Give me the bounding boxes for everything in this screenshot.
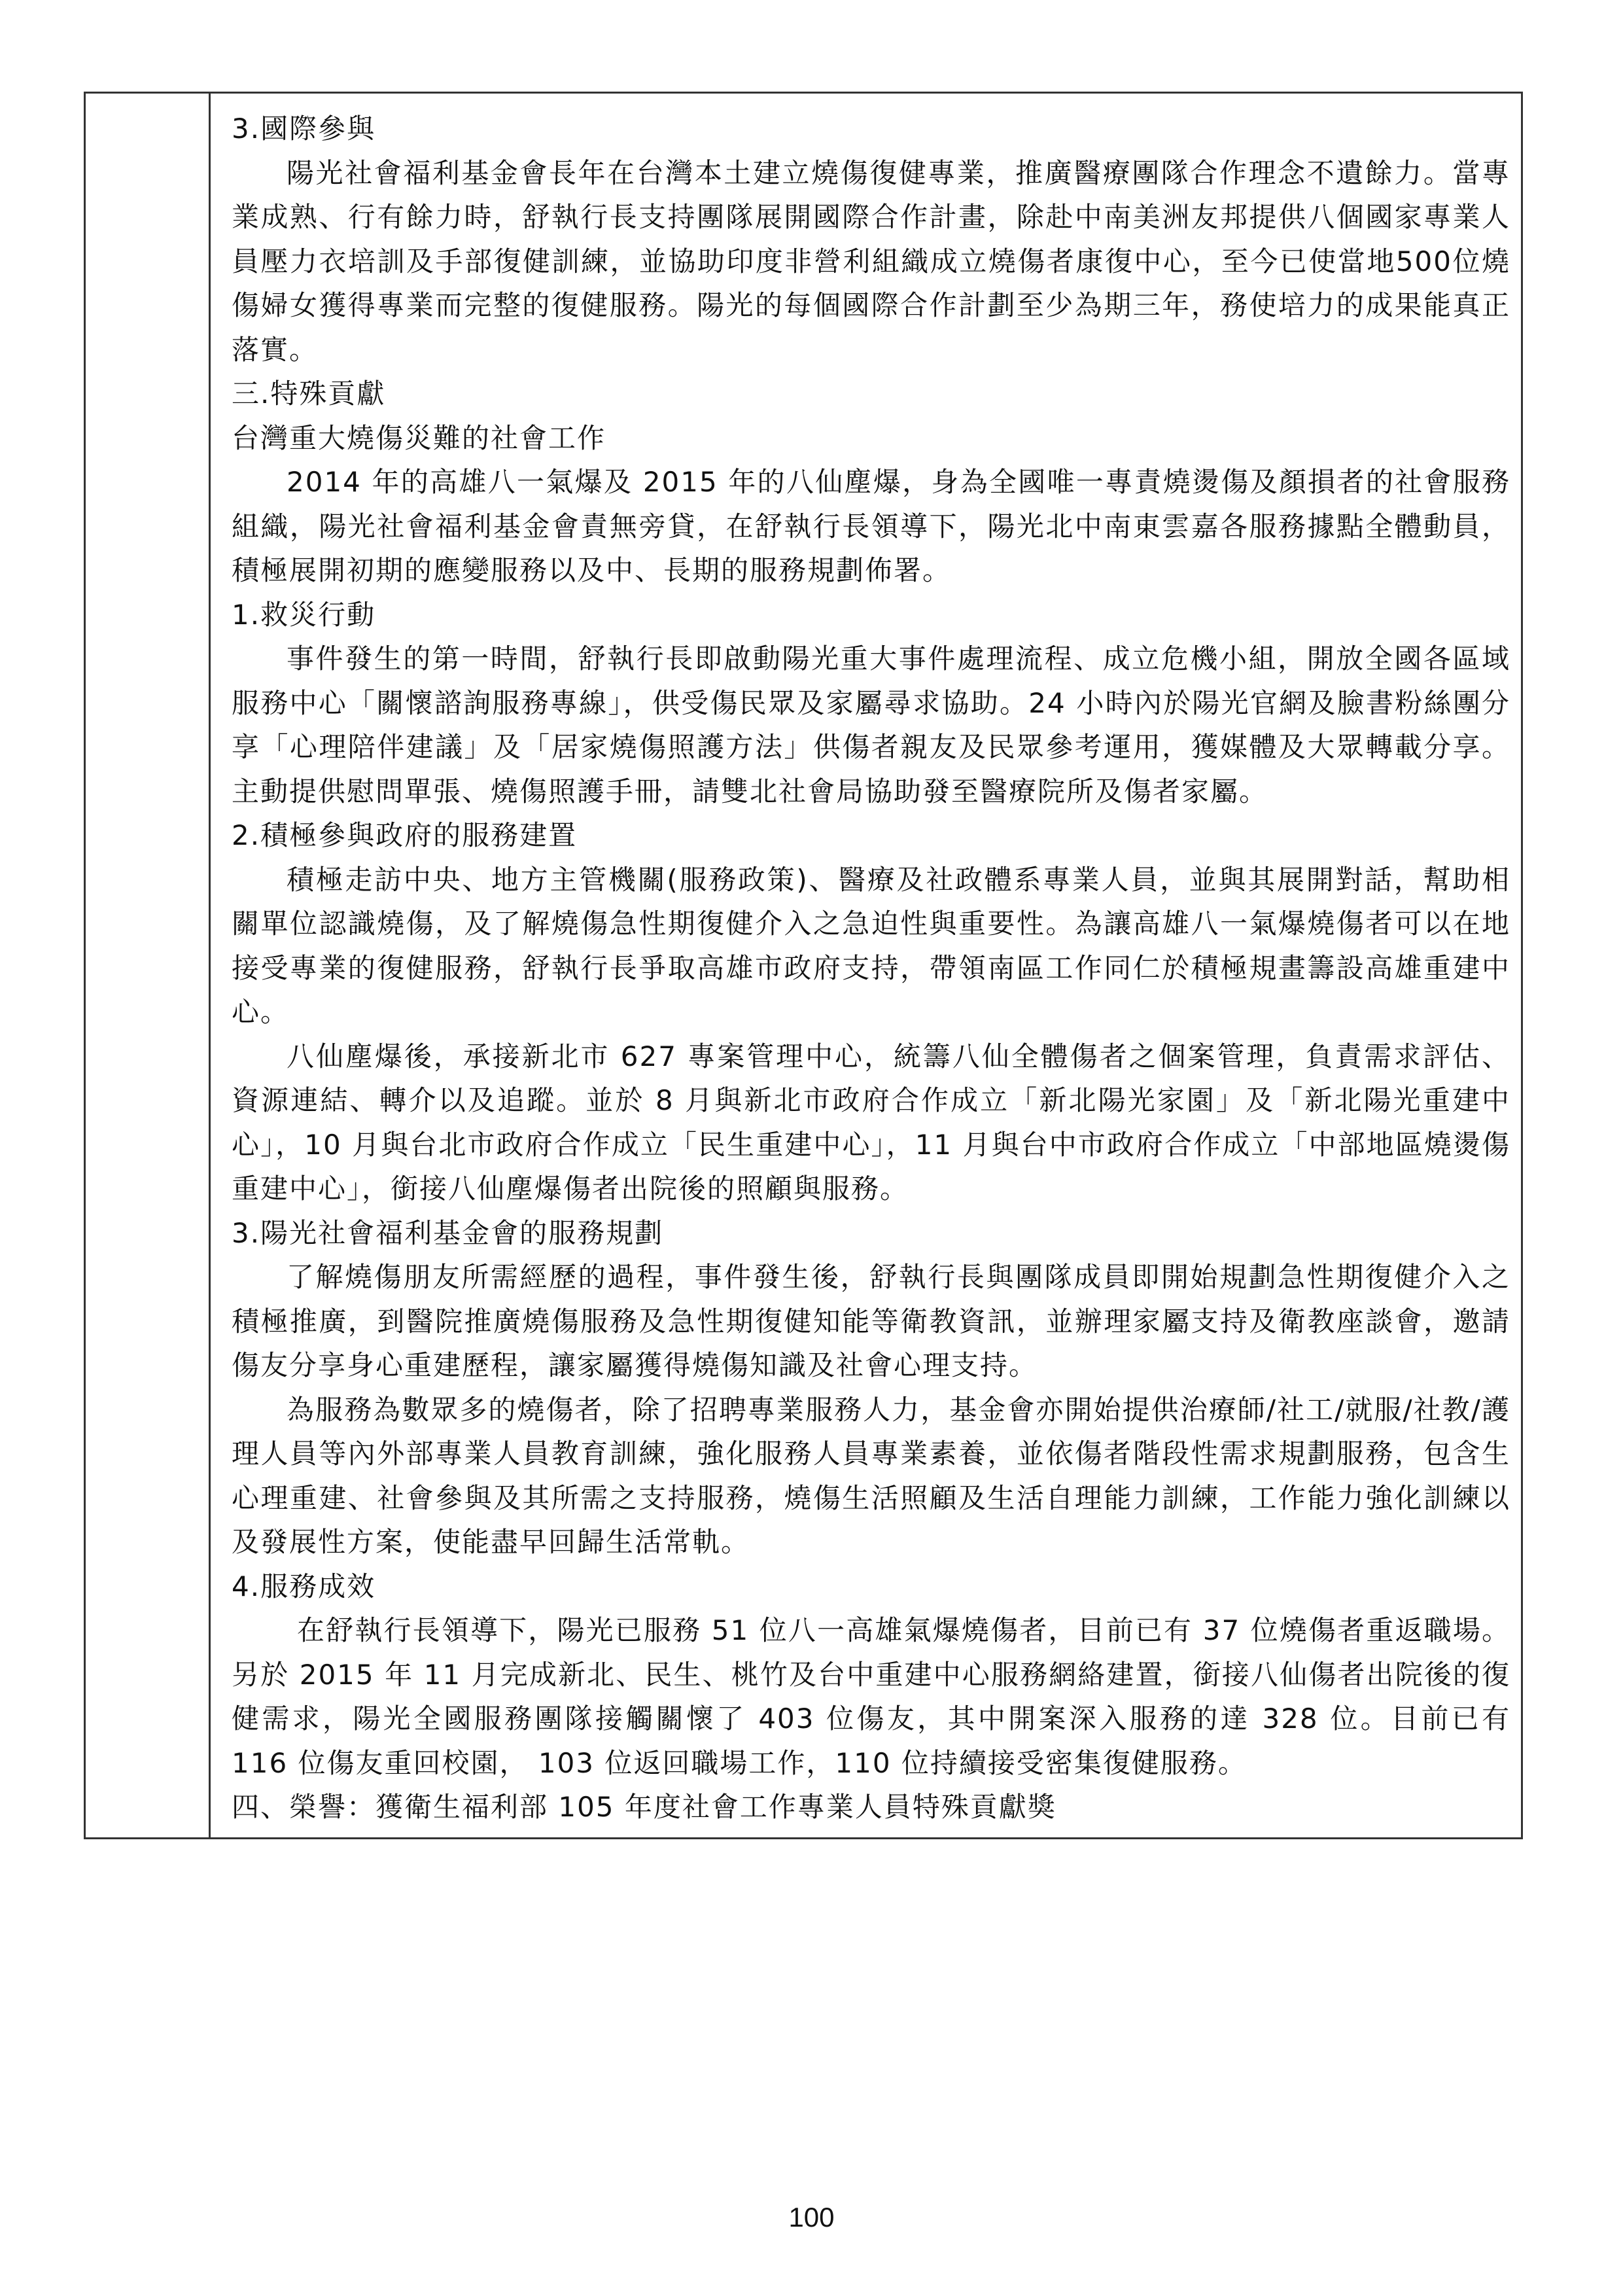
heading-international: 3.國際參與 [232, 113, 376, 145]
paragraph-international: 陽光社會福利基金會長年在台灣本土建立燒傷復健專業，推廣醫療團隊合作理念不遺餘力。當專業成熟、行有餘力時，舒執行長支持團隊展開國際合作計畫，除赴中南美洲友邦提供八個國家專業人員壓力衣培訓及手部復健訓練，並協助印度非營利組織成立燒傷者康復中心，至今已使當地500位燒傷婦女獲得專業而完整的復健服務。陽光的每個國際合作計劃至少為期三年，務使培力的成果能真正落實。 [232, 156, 1510, 366]
left-blank-cell [85, 93, 210, 1839]
honor-line: 四、榮譽：獲衛生福利部 105 年度社會工作專業人員特殊貢獻獎 [232, 1791, 1056, 1823]
paragraph-baxian-aftermath: 八仙塵爆後，承接新北市 627 專案管理中心，統籌八仙全體傷者之個案管理，負責需求評估、資源連結、轉介以及追蹤。並於 8 月與新北市政府合作成立「新北陽光家園」及「新北陽光重建中心」，10 月與台北市政府合作成立「民生重建中心」，11 月與台中市政府合作成立「中部地區燒燙傷重建中心」，銜接八仙塵爆傷者出院後的照顧與服務。 [232, 1040, 1510, 1205]
paragraph-staff-training: 為服務為數眾多的燒傷者，除了招聘專業服務人力，基金會亦開始提供治療師/社工/就服/社教/護理人員等內外部專業人員教育訓練，強化服務人員專業素養，並依傷者階段性需求規劃服務，包含生心理重建、社會參與及其所需之支持服務，燒傷生活照顧及生活自理能力訓練，工作能力強化訓練以及發展性方案，使能盡早回歸生活常軌。 [232, 1393, 1510, 1558]
paragraph-government-services: 積極走訪中央、地方主管機關(服務政策)、醫療及社政體系專業人員，並與其展開對話，幫助相關單位認識燒傷，及了解燒傷急性期復健介入之急迫性與重要性。為讓高雄八一氣爆燒傷者可以在地接受專業的復健服務，舒執行長爭取高雄市政府支持，帶領南區工作同仁於積極規畫籌設高雄重建中心。 [232, 863, 1510, 1028]
heading-disaster-social-work: 台灣重大燒傷災難的社會工作 [232, 421, 606, 454]
paragraph-disaster-intro: 2014 年的高雄八一氣爆及 2015 年的八仙塵爆，身為全國唯一專責燒燙傷及顏損者的社會服務組織，陽光社會福利基金會責無旁貸，在舒執行長領導下，陽光北中南東雲嘉各服務據點全體動員，積極展開初期的應變服務以及中、長期的服務規劃佈署。 [232, 466, 1510, 586]
paragraph-service-results: 在舒執行長領導下，陽光已服務 51 位八一高雄氣爆燒傷者，目前已有 37 位燒傷者重返職場。另於 2015 年 11 月完成新北、民生、桃竹及台中重建中心服務網絡建置，銜接八仙傷者出院後的復健需求，陽光全國服務團隊接觸關懷了 403 位傷友，其中開案深入服務的達 328 位。目前已有 116 位傷友重回校園， 103 位返回職場工作，110 位持續接受密集復健服務。 [232, 1614, 1510, 1779]
content-table [84, 92, 1523, 1839]
heading-service-results: 4.服務成效 [232, 1570, 376, 1602]
content-cell [210, 93, 1522, 1839]
paragraph-rescue-action: 事件發生的第一時間，舒執行長即啟動陽光重大事件處理流程、成立危機小組，開放全國各區域服務中心「關懷諮詢服務專線」，供受傷民眾及家屬尋求協助。24 小時內於陽光官網及臉書粉絲團分享「心理陪伴建議」及「居家燒傷照護方法」供傷者親友及民眾參考運用，獲媒體及大眾轉載分享。主動提供慰問單張、燒傷照護手冊，請雙北社會局協助發至醫療院所及傷者家屬。 [232, 643, 1510, 807]
heading-service-planning: 3.陽光社會福利基金會的服務規劃 [232, 1216, 664, 1249]
heading-special-contribution: 三.特殊貢獻 [232, 378, 386, 410]
table-row [85, 93, 1522, 1839]
page-number: 100 [788, 2202, 835, 2233]
paragraph-service-planning: 了解燒傷朋友所需經歷的過程，事件發生後，舒執行長與團隊成員即開始規劃急性期復健介入之積極推廣，到醫院推廣燒傷服務及急性期復健知能等衛教資訊，並辦理家屬支持及衛教座談會，邀請傷友分享身心重建歷程，讓家屬獲得燒傷知識及社會心理支持。 [232, 1261, 1510, 1381]
heading-rescue-action: 1.救災行動 [232, 598, 376, 631]
heading-government-services: 2.積極參與政府的服務建置 [232, 819, 578, 851]
